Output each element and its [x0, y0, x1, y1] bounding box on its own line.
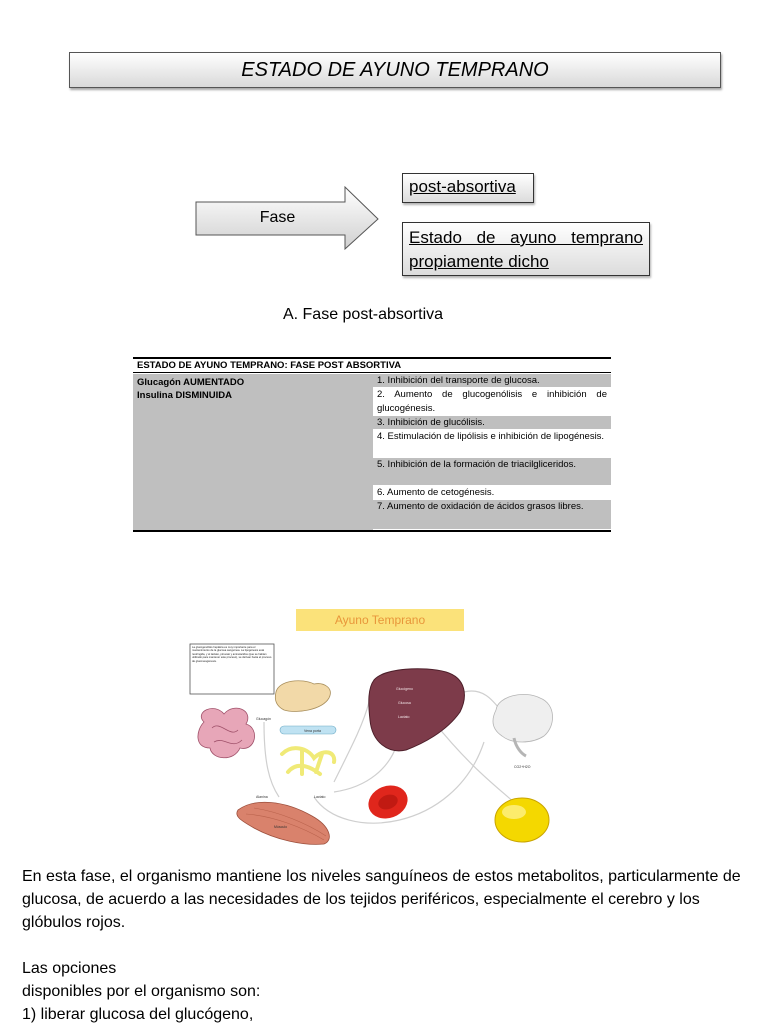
table-row: 2. Aumento de glucogenólisis e inhibición de glucogénesis.: [373, 388, 611, 416]
muscle-icon: [237, 802, 330, 844]
paragraph-description: En esta fase, el organismo mantiene los niveles sanguíneos de estos metabolitos, particularmente de glucosa, de acuerdo a las necesidades de los tejidos periféricos, especialmente el cerebro y los glóbulos rojos.: [22, 868, 741, 931]
table-row: 4. Estimulación de lipólisis e inhibición de lipogénesis.: [373, 430, 611, 458]
liver-icon: [369, 669, 465, 751]
options-line-1: Las opciones: [22, 960, 117, 977]
lipid-network-icon: [282, 748, 334, 774]
diagram-title: Ayuno Temprano: [334, 613, 426, 627]
options-line-2: disponibles por el organismo son:: [22, 983, 261, 1000]
label-lactato: Lactato: [314, 795, 326, 799]
paragraph-options: [22, 957, 522, 1026]
pancreas-icon: [275, 681, 330, 712]
brain-icon: [493, 694, 553, 742]
table-hormones: [133, 374, 373, 530]
options-line-3: 1) liberar glucosa del glucógeno,: [22, 1006, 254, 1023]
diagram-note: La glucogenólisis hepática es muy importante para el mantenimiento de la glucosa sanguínea. La lipogénesis está restringida, y el lactato, piruvato y aminoácidos (que se habían utilizado para mantener este proceso), se derivan hacia el proceso de gluconeogénesis.: [192, 646, 272, 663]
table-row: 5. Inhibición de la formación de triacilgliceridos.: [373, 458, 611, 486]
table-row: 3. Inhibición de glucólisis.: [373, 416, 611, 430]
phase-box-line-1: Estado de ayuno temprano: [409, 228, 643, 247]
arrow-label: Fase: [259, 209, 296, 226]
fat-cell-icon: [495, 798, 549, 842]
label-glucosa: Glucosa: [398, 701, 411, 705]
label-musculo: Músculo: [274, 825, 288, 829]
intestine-icon: [198, 708, 255, 758]
table-row: 1. Inhibición del transporte de glucosa.: [373, 374, 611, 388]
phase-table: [133, 357, 611, 532]
page-title: ESTADO DE AYUNO TEMPRANO: [69, 52, 721, 88]
table-row: 7. Aumento de oxidación de ácidos grasos libres.: [373, 500, 611, 530]
section-heading: A. Fase post-absortiva: [282, 306, 444, 323]
label-vena-porta: Vena porta: [304, 729, 321, 733]
label-co2-h2o: CO2+H2O: [514, 765, 531, 769]
hormone-insulin: Insulina DISMINUIDA: [137, 390, 233, 401]
label-glucagon: Glucagón: [256, 717, 271, 721]
table-header: ESTADO DE AYUNO TEMPRANO: FASE POST ABSORTIVA: [133, 359, 611, 373]
ayuno-temprano-diagram: [184, 592, 564, 848]
phase-box-post-absortiva: post-absortiva: [402, 173, 534, 203]
hormone-glucagon: Glucagón AUMENTADO: [137, 377, 245, 388]
label-alanina: Alanina: [256, 795, 268, 799]
label-lactato-liver: Lactato: [398, 715, 410, 719]
label-glucogeno: Glucógeno: [396, 687, 413, 691]
table-row: 6. Aumento de cetogénesis.: [373, 486, 611, 500]
phase-box-ayuno-temprano: [402, 222, 650, 276]
phase-box-line-2: propiamente dicho: [409, 252, 549, 271]
